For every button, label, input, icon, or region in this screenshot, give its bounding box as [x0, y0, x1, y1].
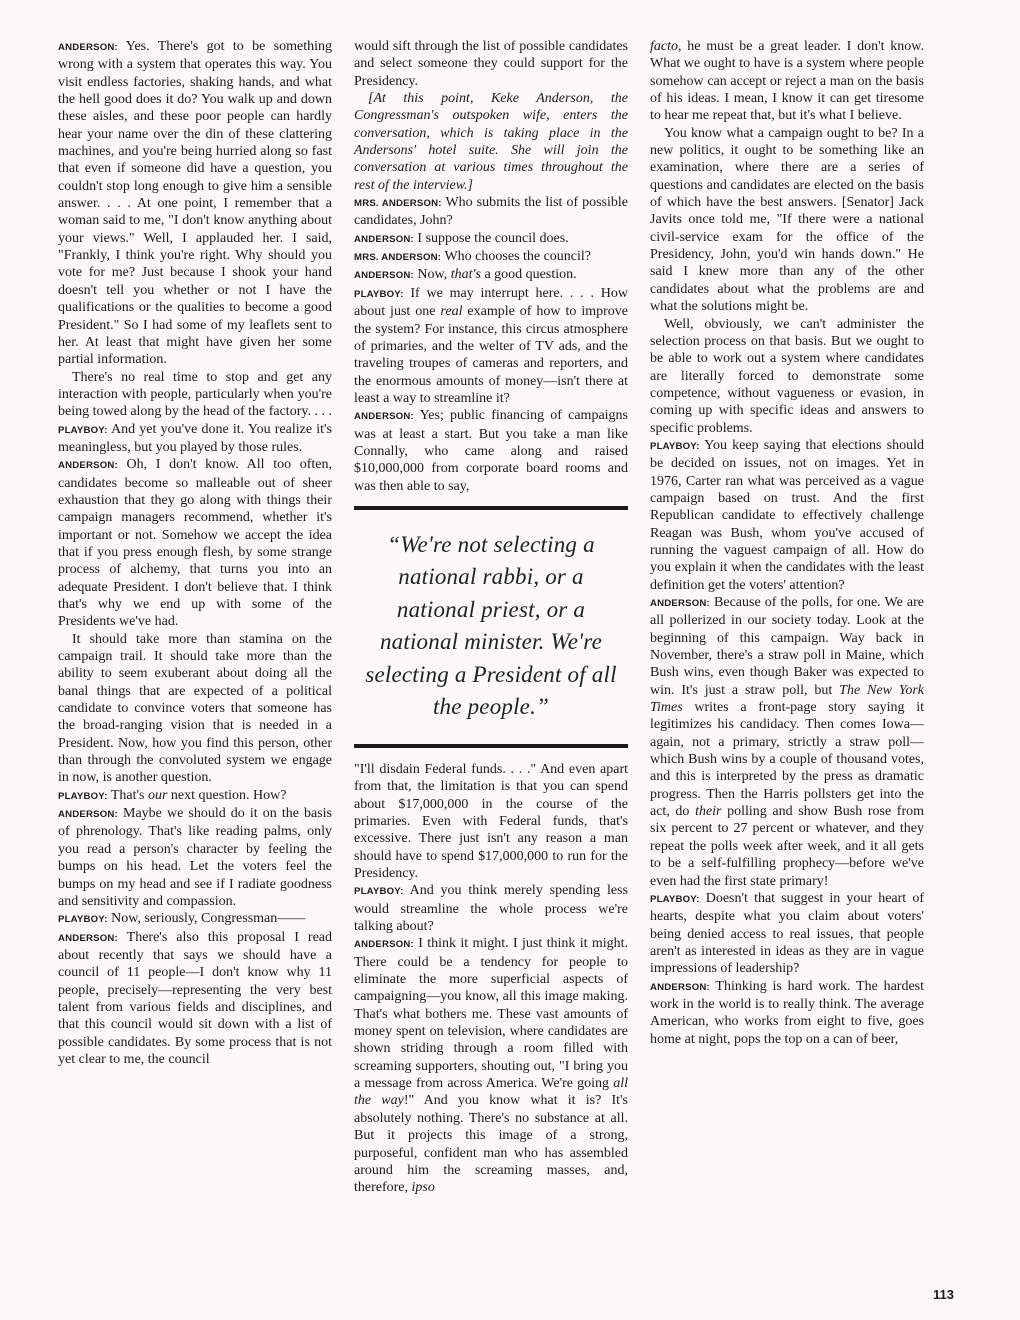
paragraph [354, 248, 628, 266]
paragraph [58, 38, 332, 369]
paragraph-text: writes a front-page story saying it legitimizes his candidacy. Then comes Iowa—again, not a primary, strictly a straw poll—which Bush wins by a couple of thousand votes, and this is interpreted by the press as dramatic progress. Then the Harris pollsters get into the act, do [650, 700, 924, 820]
speaker-label: ANDERSON: [354, 939, 414, 951]
paragraph-text: That's [110, 787, 148, 803]
paragraph-text: There's also this proposal I read about recently that says we should have a council of 11 people—I don't know why 11 people, precisely—representing the very best talent from various fields and disciplines, and that this council would sit down with a list of possible candidates. By some process that is not yet clear to me, the council [58, 929, 333, 1067]
emphasis: their [695, 804, 722, 820]
speaker-label: ANDERSON: [354, 233, 414, 245]
speaker-label: ANDERSON: [650, 981, 710, 993]
paragraph-text: Yes. There's got to be something wrong with a system that operates this way. You visit endless factories, shaking hands, and what the hell good does it do? You walk up and down these aisles, and these poor people can hardly hear your name over the din of these clattering machines, and you're being hurried along so fast that even if someone did have a question, you couldn't stop long enough to give him a sensible answer. . . . At one point, I remember that a woman said to me, "I don't know anything about your views." Well, I applauded her. I said, "Frankly, I think you're right. Why should you vote for me? Just because I shook your hand doesn't tell you whether or not I have the qualifications or the qualities to become a good President." So I had some of my leaflets sent to her. At least that might have given her some partial information. [58, 39, 332, 368]
paragraph-text: Yes; public financing of campaigns was at least a start. But you take a man like Connally, who came along and raised $10,000,000 from corporate board rooms and was then able to say, [354, 408, 628, 494]
emphasis: our [147, 787, 168, 803]
speaker-label: ANDERSON: [58, 42, 118, 53]
paragraph-text: And you think merely spending less would streamline the whole process we're talking about? [354, 883, 628, 935]
pull-quote-text: “We're not selecting a national rabbi, or a national priest, or a national minister. We're selecting a President of all the people.” [365, 531, 617, 720]
speaker-label: PLAYBOY: [58, 790, 108, 802]
paragraph: would sift through the list of possible candidates and select someone they could support for the Presidency. [354, 39, 628, 89]
paragraph-text: Who submits the list of possible candidates, John? [354, 195, 628, 229]
speaker-label: ANDERSON: [58, 460, 118, 472]
emphasis: The New York Times [650, 682, 924, 716]
paragraph [650, 594, 924, 890]
paragraph-text: next question. How? [167, 787, 287, 803]
paragraph [58, 787, 332, 805]
paragraph [650, 978, 924, 1048]
paragraph-text: Maybe we should do it on the basis of phrenology. That's like reading palms, only you read a person's character by feeling the bumps on his head. Let the voters feel the bumps on my head and see if I radiate goodness and sensitivity and compassion. [58, 806, 333, 909]
speaker-label: PLAYBOY: [650, 440, 700, 452]
pull-quote [354, 506, 628, 748]
editorial-note: [At this point, Keke Anderson, the Congressman's outspoken wife, enters the conversation, which is taking place in the Andersons' hotel suite. She will join the conversation at various times throughout the rest of the interview.] [354, 91, 628, 193]
speaker-label: PLAYBOY: [58, 914, 108, 926]
paragraph [650, 890, 924, 978]
paragraph [354, 882, 628, 935]
emphasis: all the way [354, 1076, 628, 1109]
paragraph [650, 437, 924, 594]
paragraph [58, 805, 332, 910]
paragraph-text: example of how to improve the system? For instance, this circus atmosphere of primaries, and the welter of TV ads, and the traveling troupes of cameras and reporters, and the enormous amounts of money—isn't there at least a way to streamline it? [354, 304, 628, 406]
paragraph: Well, obviously, we can't administer the selection process on that basis. But we ought to be able to work out a system where candidates are literally forced to demonstrate some competence, without vagueness or evasion, in coming up with specific ideas and answers to specific problems. [650, 316, 924, 436]
paragraph: "I'll disdain Federal funds. . . ." And even apart from that, the limitation is that you can spend about $17,000,000 in the course of the primaries. Even with Federal funds, that's excessive. There just isn't any reason a man should have to spend $17,000,000 to run for the Presidency. [354, 761, 628, 881]
speaker-label: MRS. ANDERSON: [354, 198, 442, 210]
paragraph [650, 38, 924, 125]
speaker-label: ANDERSON: [354, 270, 414, 282]
paragraph: It should take more than stamina on the campaign trail. It should take more than the ability to seem exuberant about doing all the banal things that are expected of a political candidate to convince voters that someone has the broad-ranging vision that is needed in a President. Now, how you find this person, other than through the convoluted system we engage in now, is another question. [58, 631, 332, 786]
paragraph [58, 910, 332, 928]
emphasis: ipso [411, 1180, 435, 1196]
paragraph-text: Now, [417, 267, 451, 283]
paragraph [58, 421, 332, 457]
speaker-label: PLAYBOY: [650, 893, 700, 905]
paragraph [58, 456, 332, 630]
speaker-label: PLAYBOY: [354, 886, 404, 898]
paragraph-text: I think it might. I just think it might. There could be a tendency for people to eliminate the more superficial aspects of campaigning—you know, all this image making. That's what bothers me. These vast amounts of money spent on television, where candidates are shown striding through a room filled with screaming supporters, shouting out, "I bring you a message from across America. We're going [354, 936, 628, 1092]
paragraph-text: I suppose the council does. [417, 230, 569, 246]
paragraph [354, 266, 628, 284]
text-column-1 [58, 38, 332, 1068]
paragraph-text: Because of the polls, for one. We are all pollerized in our society today. Look at the beginning of this campaign. Way back in November, there's a straw poll in Maine, which Bush wins, even though Baker was expected to win. It's just a straw poll, but [650, 595, 925, 698]
speaker-label: ANDERSON: [650, 598, 710, 609]
paragraph [354, 407, 628, 495]
paragraph [354, 194, 628, 230]
speaker-label: ANDERSON: [58, 932, 118, 944]
speaker-label: PLAYBOY: [58, 424, 108, 436]
paragraph-text: Who chooses the council? [444, 249, 592, 265]
paragraph [58, 929, 332, 1069]
text-column-3 [650, 38, 924, 1048]
paragraph [354, 935, 628, 1196]
paragraph-text: And yet you've done it. You realize it's meaningless, but you played by those rules. [58, 421, 332, 455]
speaker-label: ANDERSON: [354, 411, 414, 423]
speaker-label: ANDERSON: [58, 809, 118, 821]
page-number: 113 [933, 1287, 954, 1302]
paragraph-text: polling and show Bush rose from six percent to 27 percent or whatever, and they repeat the polls week after week, and it all gets to be a self-fulfilling prophecy—before we've even had the first state primary! [650, 804, 924, 889]
paragraph-text: !" And you know what it is? It's absolutely nothing. There's no substance at all. But it projects this image of a strong, purposeful, confident man who has assembled around him the screaming masses, and, therefore, [354, 1093, 628, 1196]
emphasis: real [440, 304, 463, 320]
text-column-2 [354, 38, 628, 1197]
speaker-label: PLAYBOY: [354, 288, 404, 300]
paragraph-text: Oh, I don't know. All too often, candidates become so malleable out of sheer exhaustion that they go along with things their campaign managers recommend, whether it's important or not. Somehow we accept the idea that if you press enough flesh, by some strange process of alchemy, that turns you into an adequate President. I don't believe that. I think that's why we end up with some of the Presidents we've had. [58, 457, 332, 630]
paragraph: You know what a campaign ought to be? In a new politics, it ought to be something like an examination, where there are a series of questions and candidates are elected on the basis of which have the best answers. [Senator] Jack Javits once told me, "If there were a national civil-service exam for the office of the Presidency, John, you'd win hands down." He said I knew more than any of the other candidates about what the problems are and what the solutions might be. [650, 125, 924, 315]
paragraph [354, 230, 628, 248]
paragraph-text: , he must be a great leader. I don't know. What we ought to have is a system where people somehow can accept or reject a man on the basis of his ideas. I mean, I know it can get tiresome to hear me repeat that, but it's what I believe. [650, 39, 924, 124]
paragraph-text: a good question. [480, 267, 577, 283]
paragraph-text: Doesn't that suggest in your heart of hearts, despite what you claim about voters' being denied access to real issues, that people aren't as interested in ideas as they are in vague impressions of leadership? [650, 890, 925, 977]
emphasis: facto [650, 39, 678, 54]
paragraph-text: You keep saying that elections should be decided on issues, not on images. Yet in 1976, Carter ran what was perceived as a vague campaign based on trust. And the first Republican candidate to effectively challenge Reagan was Bush, whom you've accused of running the vaguest campaign of all. How do you explain it when the candidates with the least definition get the voters' attention? [650, 437, 925, 593]
paragraph-text: Now, seriously, Congressman—— [111, 911, 306, 927]
paragraph [354, 285, 628, 407]
paragraph-text: Thinking is hard work. The hardest work in the world is to really think. The average American, who works from eight to five, goes home at night, pops the top on a can of beer, [650, 978, 924, 1047]
emphasis: that's [450, 267, 481, 283]
paragraph: There's no real time to stop and get any interaction with people, particularly when you're being towed along by the head of the factory. . . . [58, 369, 332, 420]
speaker-label: MRS. ANDERSON: [354, 252, 442, 264]
paragraph-text: If we may interrupt here. . . . How about just one [354, 285, 628, 320]
